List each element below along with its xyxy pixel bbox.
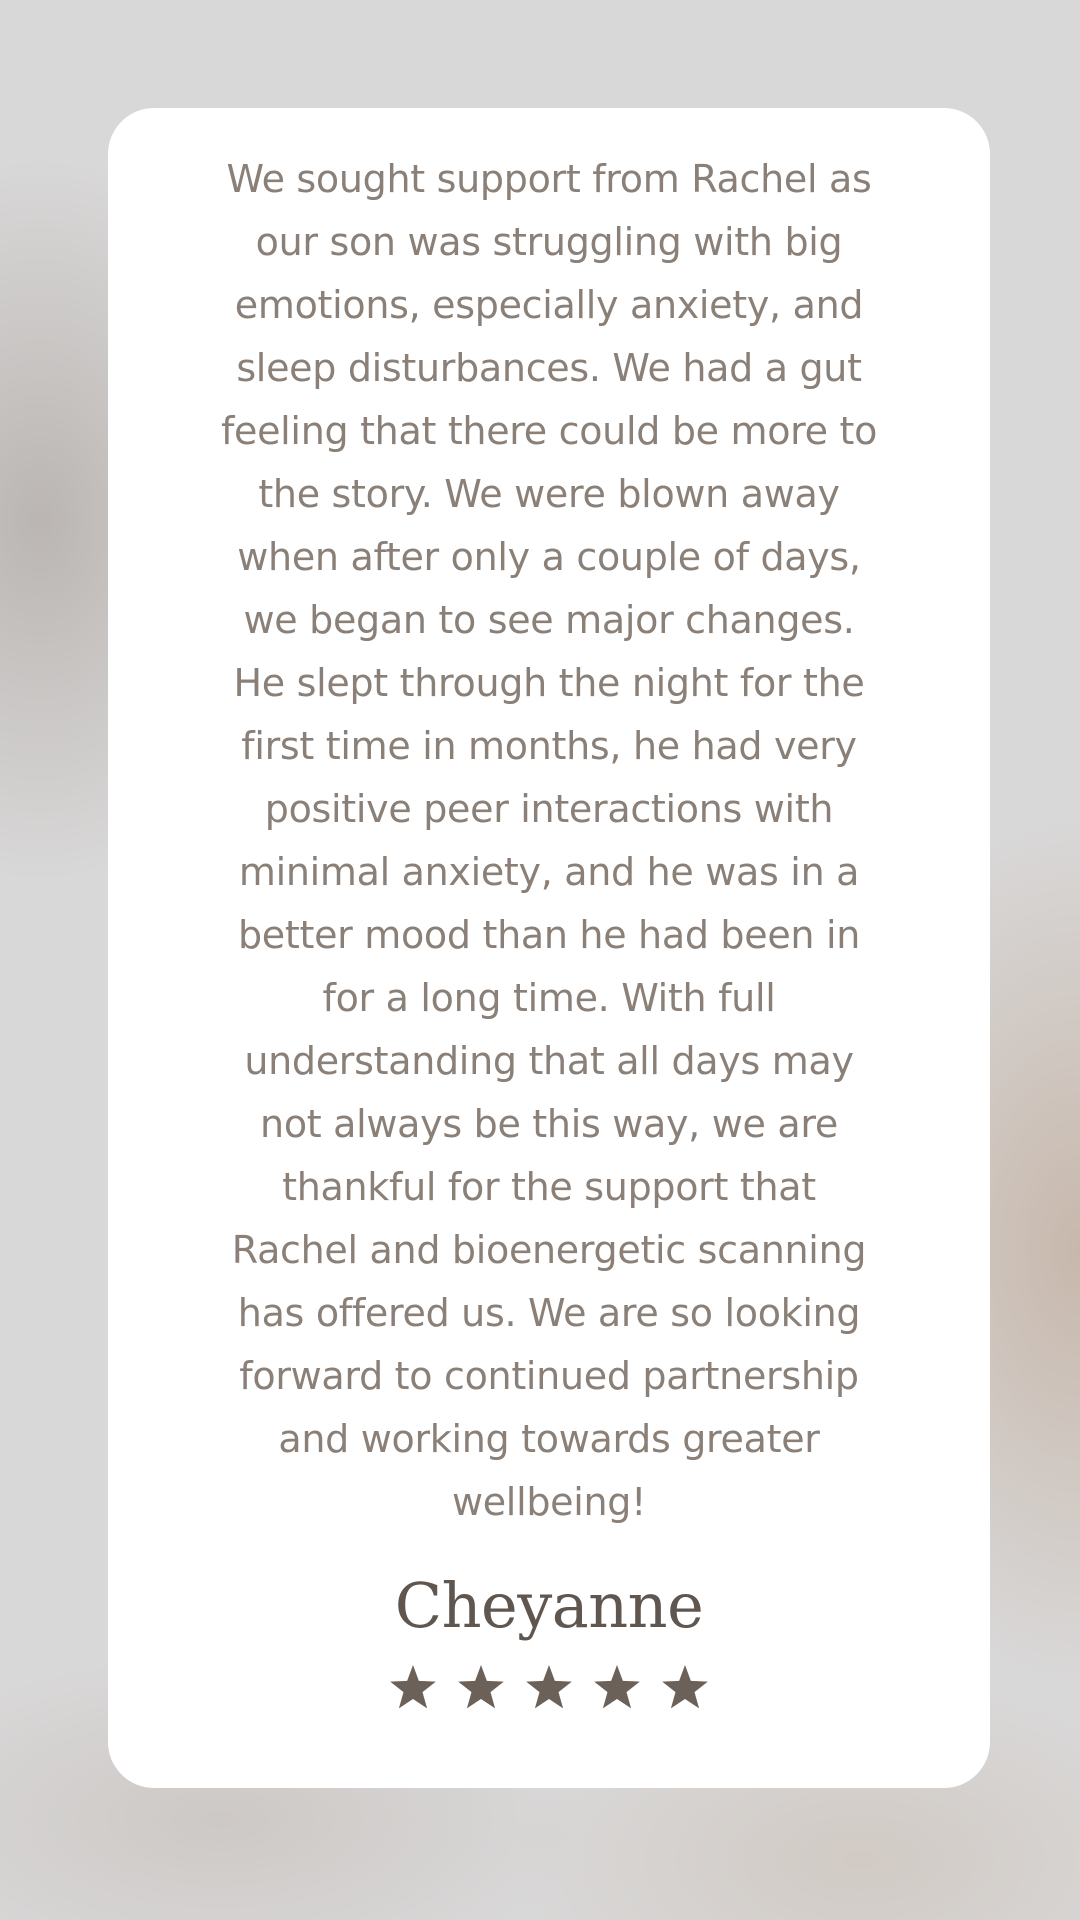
star-rating: [108, 1664, 990, 1712]
testimonial-card: [108, 108, 990, 1788]
star-icon: [457, 1664, 505, 1712]
star-icon: [661, 1664, 709, 1712]
reviewer-name: Cheyanne: [394, 1569, 704, 1642]
star-icon: [389, 1664, 437, 1712]
star-icon: [525, 1664, 573, 1712]
star-icon: [593, 1664, 641, 1712]
testimonial-text: We sought support from Rachel as our son was struggling with big emotions, especially anxiety, and sleep disturbances. We had a gut feeling that there could be more to the story. We were blown away when after only a couple of days, we began to see major changes. He slept through the night for the first time in months, he had very positive peer interactions with minimal anxiety, and he was in a better mood than he had been in for a long time. With full understanding that all days may not always be this way, we are thankful for the support that Rachel and bioenergetic scanning has offered us. We are so looking forward to continued partnership and working towards greater wellbeing!: [220, 157, 878, 1524]
